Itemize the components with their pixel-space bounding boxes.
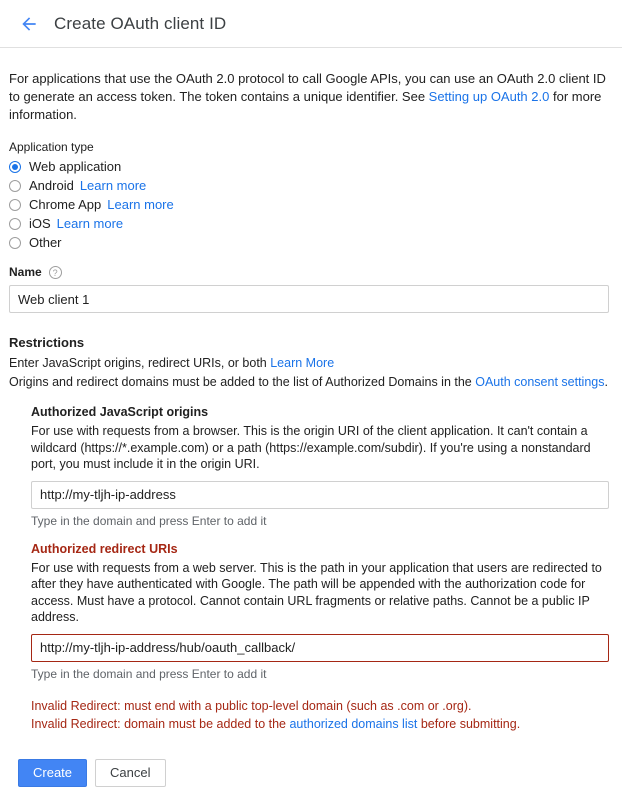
restrictions-line-1-text: Enter JavaScript origins, redirect URIs, or both bbox=[9, 356, 271, 370]
javascript-origins-title: Authorized JavaScript origins bbox=[31, 405, 209, 419]
help-circle-icon[interactable]: ? bbox=[49, 266, 62, 279]
name-label: Name bbox=[9, 265, 42, 279]
restrictions-line-1 bbox=[9, 355, 613, 372]
radio-option-web-application[interactable] bbox=[9, 158, 613, 175]
redirect-uris-hint: Type in the domain and press Enter to add it bbox=[31, 666, 267, 681]
javascript-origins-description: For use with requests from a browser. This is the origin URI of the client application. It can't contain a wildcard (https://*.example.com) or a path (https://example.com/subdir). If you're using a nonstandard port, you must include it in the origin URI. bbox=[31, 424, 591, 471]
application-type-radio-group bbox=[9, 158, 613, 251]
error-message-domain-pre: Invalid Redirect: domain must be added to the bbox=[31, 716, 290, 731]
radio-option-android[interactable] bbox=[9, 177, 613, 194]
restrictions-line-2 bbox=[9, 374, 613, 391]
application-type-label: Application type bbox=[9, 140, 94, 154]
radio-label-ios: iOS bbox=[29, 216, 51, 231]
radio-label-android: Android bbox=[29, 178, 74, 193]
authorized-domains-list-link[interactable]: authorized domains list bbox=[289, 716, 418, 731]
restrictions-title: Restrictions bbox=[9, 335, 85, 350]
intro-text bbox=[9, 70, 609, 124]
radio-icon-android[interactable] bbox=[9, 180, 21, 192]
name-input[interactable] bbox=[9, 285, 609, 313]
radio-option-ios[interactable] bbox=[9, 215, 613, 232]
redirect-uris-title: Authorized redirect URIs bbox=[31, 541, 178, 556]
page-header bbox=[0, 0, 622, 48]
learn-more-link-android[interactable]: Learn more bbox=[79, 178, 147, 193]
redirect-uris-section bbox=[31, 542, 609, 681]
radio-label-web-application: Web application bbox=[29, 159, 122, 174]
intro-text-part2: for more information. bbox=[9, 89, 602, 122]
learn-more-link-chrome-app[interactable]: Learn more bbox=[107, 197, 174, 212]
radio-label-other: Other bbox=[29, 235, 62, 250]
radio-icon-ios[interactable] bbox=[9, 218, 21, 230]
error-message-domain-post: before submitting. bbox=[417, 716, 521, 731]
redirect-uris-input[interactable] bbox=[31, 634, 609, 662]
radio-icon-other[interactable] bbox=[9, 237, 21, 249]
radio-label-chrome-app: Chrome App bbox=[29, 197, 102, 212]
cancel-button[interactable]: Cancel bbox=[95, 759, 165, 787]
restrictions-line-2-text: Origins and redirect domains must be added to the list of Authorized Domains in the bbox=[9, 375, 476, 389]
radio-option-chrome-app[interactable] bbox=[9, 196, 613, 213]
page-title: Create OAuth client ID bbox=[54, 13, 227, 33]
error-message-tld bbox=[31, 697, 613, 715]
learn-more-link-restrictions[interactable]: Learn More bbox=[270, 356, 335, 370]
create-button[interactable]: Create bbox=[18, 759, 87, 787]
setting-up-oauth-link[interactable]: Setting up OAuth 2.0 bbox=[428, 89, 550, 104]
radio-icon-web-application[interactable] bbox=[9, 161, 21, 173]
name-input-wrap bbox=[9, 285, 609, 313]
error-message-tld-text: Invalid Redirect: must end with a public top-level domain (such as .com or .org). bbox=[31, 698, 472, 713]
intro-text-part1: For applications that use the OAuth 2.0 protocol to call Google APIs, you can use an OAuth 2.0 client ID to generate an access token. The token contains a unique identifier. See bbox=[9, 71, 606, 104]
radio-option-other[interactable] bbox=[9, 234, 613, 251]
oauth-consent-settings-link[interactable]: OAuth consent settings bbox=[475, 375, 605, 389]
learn-more-link-ios[interactable]: Learn more bbox=[56, 216, 124, 231]
error-message-domain bbox=[31, 715, 613, 733]
name-label-row bbox=[9, 265, 613, 279]
page-content bbox=[0, 48, 622, 787]
javascript-origins-section bbox=[31, 405, 609, 528]
restrictions-line-2-period: . bbox=[604, 375, 608, 389]
back-arrow-icon[interactable] bbox=[18, 13, 40, 35]
redirect-uris-description: For use with requests from a web server. This is the path in your application that users are redirected to after they have authenticated with Google. The path will be appended with the authorization code for access. Must have a protocol. Cannot contain URL fragments or relative paths. Cannot be a public IP address. bbox=[31, 560, 602, 624]
form-actions bbox=[18, 759, 613, 787]
radio-icon-chrome-app[interactable] bbox=[9, 199, 21, 211]
javascript-origins-hint: Type in the domain and press Enter to add it bbox=[31, 513, 267, 528]
javascript-origins-input[interactable] bbox=[31, 481, 609, 509]
